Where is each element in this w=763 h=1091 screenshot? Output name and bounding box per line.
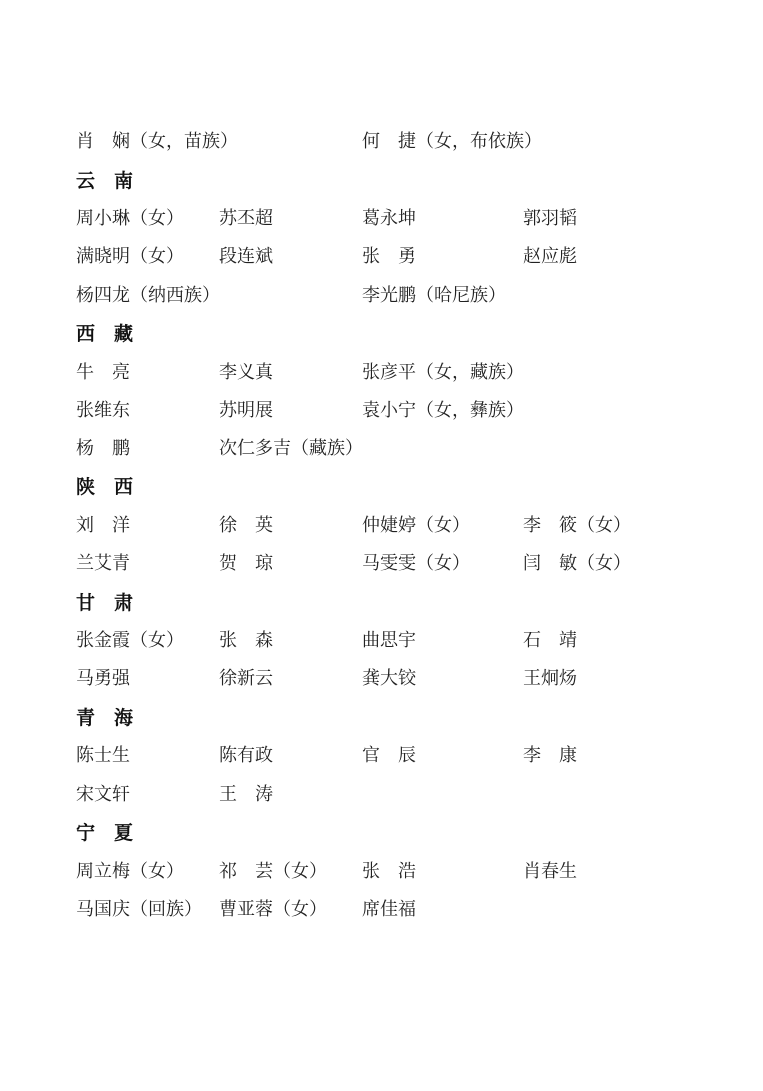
- name-entry: 宋文轩: [76, 784, 130, 805]
- name-entry: 赵应彪: [523, 246, 577, 267]
- section-heading-ningxia: 宁 夏: [76, 822, 134, 844]
- name-entry: 马勇强: [76, 668, 130, 689]
- name-entry: 席佳福: [362, 899, 416, 920]
- name-entry: 张维东: [76, 400, 130, 421]
- name-entry: 何 捷（女，布依族）: [362, 131, 542, 152]
- name-entry: 苏丕超: [219, 208, 273, 229]
- name-entry: 杨四龙（纳西族）: [76, 285, 220, 306]
- name-entry: 祁 芸（女）: [219, 861, 327, 882]
- table-row: [0, 668, 763, 706]
- name-entry: 曹亚蓉（女）: [219, 899, 327, 920]
- table-row: [0, 438, 763, 476]
- name-entry: 龚大铰: [362, 668, 416, 689]
- name-entry: 马雯雯（女）: [362, 553, 470, 574]
- table-row: [0, 899, 763, 937]
- name-entry: 周立梅（女）: [76, 861, 184, 882]
- table-row: [0, 362, 763, 400]
- name-entry: 陈有政: [219, 745, 273, 766]
- name-entry: 杨 鹏: [76, 438, 130, 459]
- name-entry: 李 康: [523, 745, 577, 766]
- section-heading-shaanxi: 陕 西: [76, 476, 134, 498]
- name-entry: 张 森: [219, 630, 273, 651]
- table-row: [0, 208, 763, 246]
- table-row: [0, 246, 763, 284]
- name-entry: 次仁多吉（藏族）: [219, 438, 363, 459]
- name-entry: 曲思宇: [362, 630, 416, 651]
- section-heading-gansu: 甘 肃: [76, 592, 134, 614]
- name-entry: 徐 英: [219, 515, 273, 536]
- section-heading-xizang: 西 藏: [76, 323, 134, 345]
- name-entry: 苏明展: [219, 400, 273, 421]
- name-entry: 官 辰: [362, 745, 416, 766]
- name-entry: 满晓明（女）: [76, 246, 184, 267]
- table-row: [0, 553, 763, 591]
- name-entry: 贺 琼: [219, 553, 273, 574]
- name-entry: 肖 娴（女，苗族）: [76, 131, 238, 152]
- section-heading-yunnan: 云 南: [76, 170, 134, 192]
- table-row: [0, 131, 763, 169]
- name-entry: 袁小宁（女，彝族）: [362, 400, 524, 421]
- name-entry: 石 靖: [523, 630, 577, 651]
- table-row: [0, 285, 763, 323]
- name-entry: 张 浩: [362, 861, 416, 882]
- name-entry: 闫 敏（女）: [523, 553, 631, 574]
- table-row: [0, 745, 763, 783]
- section-heading-qinghai: 青 海: [76, 707, 134, 729]
- table-row: [0, 630, 763, 668]
- name-entry: 王 涛: [219, 784, 273, 805]
- name-entry: 郭羽韬: [523, 208, 577, 229]
- name-entry: 刘 洋: [76, 515, 130, 536]
- table-row: [0, 861, 763, 899]
- name-entry: 张彦平（女，藏族）: [362, 362, 524, 383]
- name-entry: 徐新云: [219, 668, 273, 689]
- name-entry: 张金霞（女）: [76, 630, 184, 651]
- name-entry: 段连斌: [219, 246, 273, 267]
- name-entry: 肖春生: [523, 861, 577, 882]
- name-entry: 仲婕婷（女）: [362, 515, 470, 536]
- name-entry: 王炯炀: [523, 668, 577, 689]
- name-entry: 牛 亮: [76, 362, 130, 383]
- table-row: [0, 515, 763, 553]
- table-row: [0, 784, 763, 822]
- name-entry: 李光鹏（哈尼族）: [362, 285, 506, 306]
- name-entry: 马国庆（回族）: [76, 899, 202, 920]
- name-entry: 张 勇: [362, 246, 416, 267]
- name-entry: 李义真: [219, 362, 273, 383]
- table-row: [0, 400, 763, 438]
- name-entry: 兰艾青: [76, 553, 130, 574]
- name-entry: 周小琳（女）: [76, 208, 184, 229]
- name-entry: 李 筱（女）: [523, 515, 631, 536]
- name-entry: 葛永坤: [362, 208, 416, 229]
- name-entry: 陈士生: [76, 745, 130, 766]
